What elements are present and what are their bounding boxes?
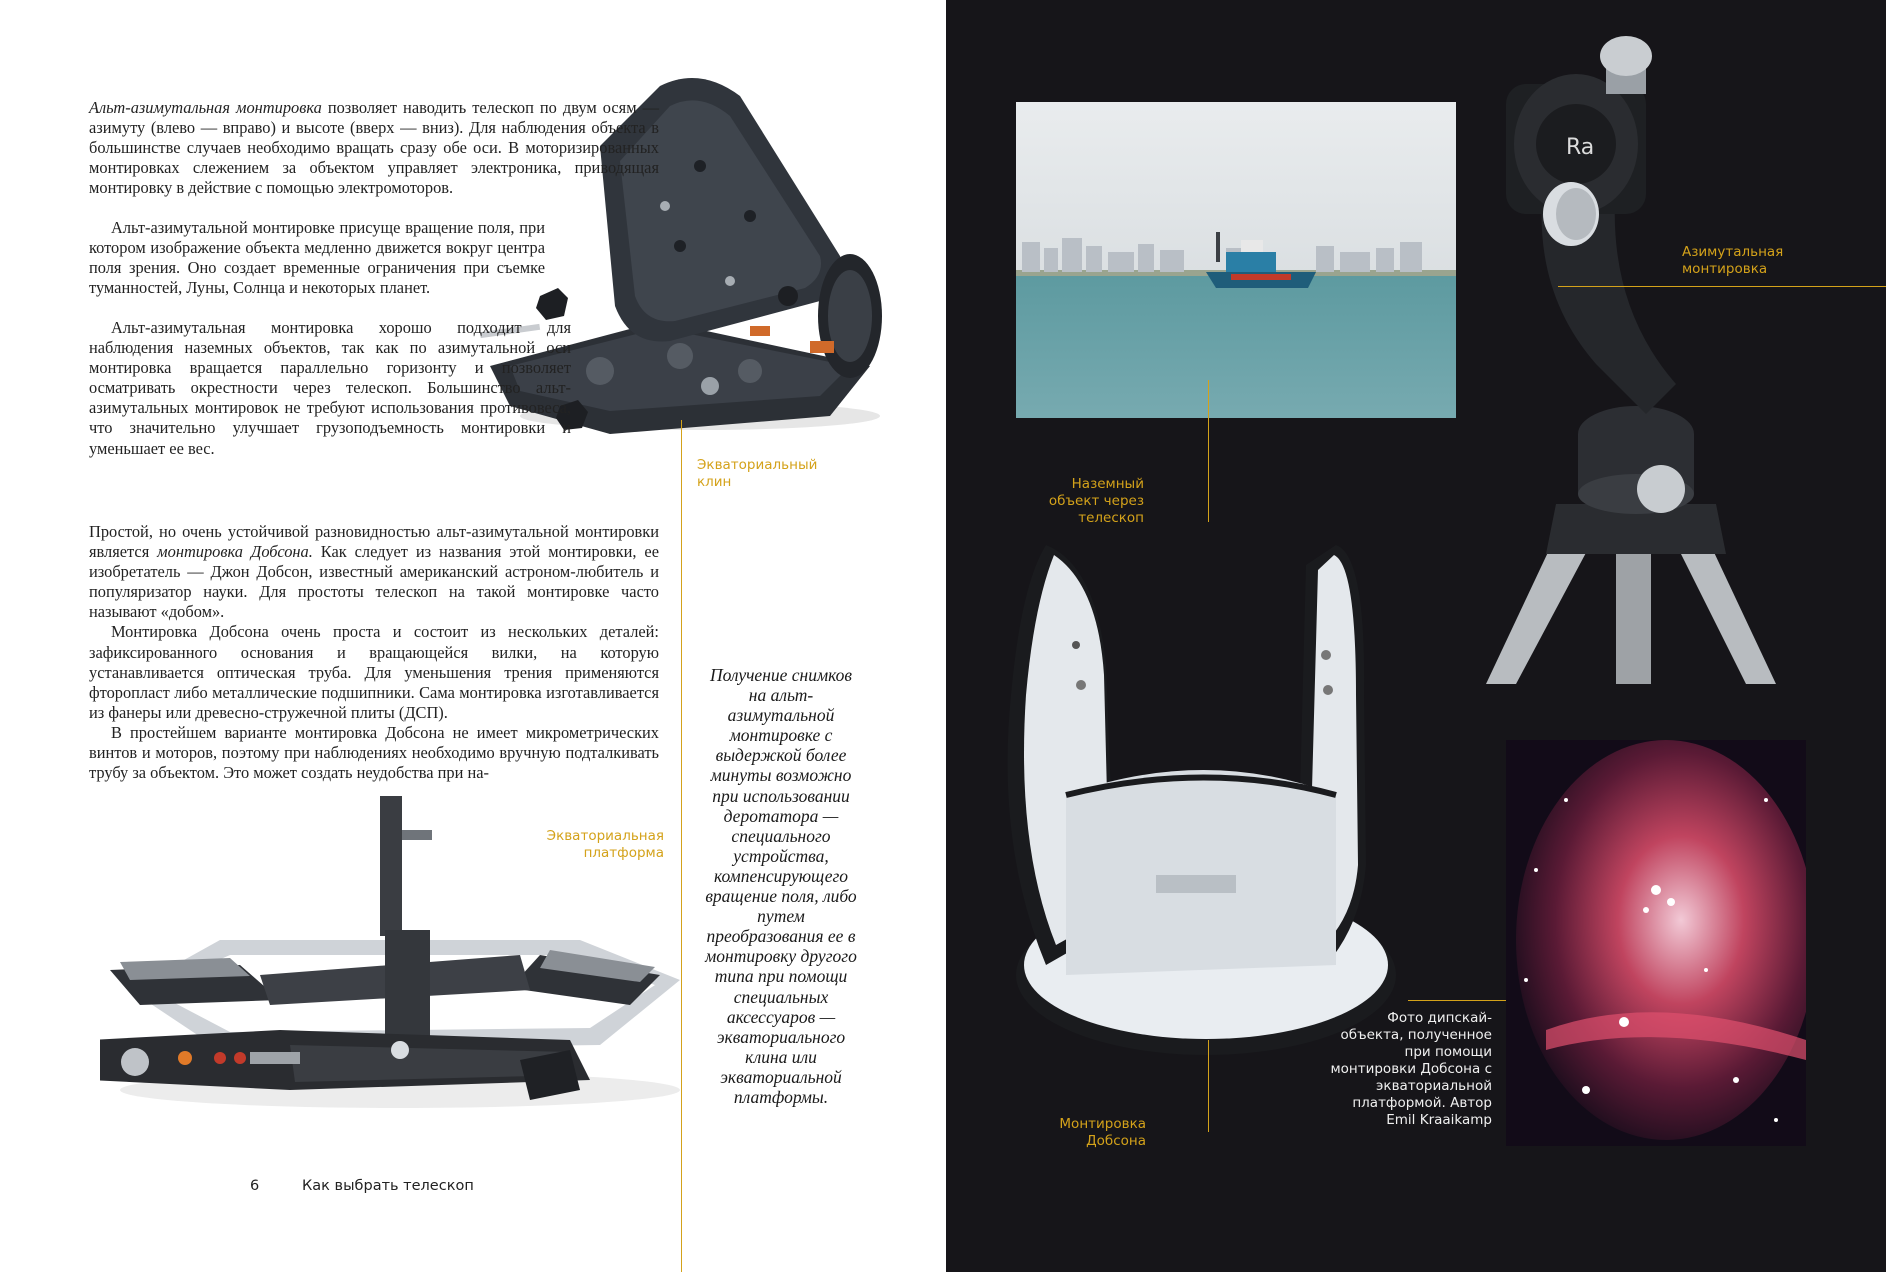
running-title: Как выбрать телескоп <box>302 1178 474 1194</box>
right-page <box>946 0 1886 1272</box>
equatorial-wedge-caption: Экваториальный клин <box>697 457 818 490</box>
deepsky-photo-caption: Фото дипскай-объекта, полученное при помощи монтировки Добсона с экваториальной платформой. Автор Emil Kraaikamp <box>1330 1010 1492 1128</box>
equatorial-platform-photo <box>100 790 700 1120</box>
dobson-mount-photo <box>1006 545 1406 1055</box>
dobson-paragraph-1-start: Простой, но очень устойчивой разновидностью альт-азимутальной монтировки является <box>89 522 659 562</box>
alt-az-text-block <box>89 98 659 198</box>
dobson-mount-caption: Монтировка Добсона <box>1059 1116 1146 1149</box>
azimuthal-mount-caption: Азимутальная монтировка <box>1682 244 1784 277</box>
alt-az-paragraph-3: Альт-азимутальная монтировка хорошо подходит для наблюдения наземных объектов, так как по азимутальной оси монтировка вращается параллельно горизонту и позволяет осматривать окрестности через телескоп. Большинство альт-азимутальных монтировок не требуют использования противовеса, что значительно улучшает грузоподъемность монтировки и уменьшает ее вес. <box>89 318 571 458</box>
dobson-text-block <box>89 522 659 783</box>
ground-object-leader-line <box>1208 380 1209 522</box>
dobson-leader-line <box>1208 1040 1209 1132</box>
svg-text:Ra: Ra <box>1566 135 1595 160</box>
term-dobson-mount: монтировка Добсона. <box>157 542 313 562</box>
dobson-paragraph-2: Монтировка Добсона очень проста и состоит из нескольких деталей: зафиксированного основания и вращающейся вилки, на которую устанавливается оптическая труба. Для уменьшения трения применяются фторопласт либо металлические подшипники. Сама монтировка изготавливается из фанеры или древесно-стружечной плиты (ДСП). <box>89 622 659 722</box>
alt-az-paragraph-2: Альт-азимутальной монтировке присуще вращение поля, при котором изображение объекта медленно движется вокруг центра поля зрения. Оно создает временные ограничения при съемке туманностей, Луны, Солнца и некоторых планет. <box>89 218 545 298</box>
dobson-paragraph-1-end: Как следует из названия этой монтировки, ее изобретатель — Джон Добсон, известный американский астроном-любитель и популяризатор науки. Для простоты телескоп на такой монтировке часто называют «добом». <box>89 542 659 622</box>
term-alt-az-mount: Альт-азимутальная монтировка <box>89 98 322 117</box>
alt-az-text-block-3 <box>89 318 571 459</box>
dobson-paragraph-3: В простейшем варианте монтировка Добсона не имеет микрометрических винтов и моторов, поэтому при наблюдениях необходимо вручную подталкивать трубу за объектом. Это может создать неудобства при на- <box>89 722 659 783</box>
azimuth-leader-line <box>1558 286 1886 287</box>
page-number: 6 <box>250 1178 260 1194</box>
deepsky-leader-line <box>1408 1000 1506 1001</box>
azimuthal-mount-photo <box>1446 34 1846 684</box>
ground-object-photo <box>1016 102 1456 418</box>
sidebar-quote: Получение снимков на альт-азимутальной монтировке с выдержкой более минуты возможно при использовании деротатора — специального устройства, компенсирующего вращение поля, либо путем преобразования ее в монтировку другого типа при помощи специальных аксессуаров — экваториального клина или экваториальной платформы. <box>705 665 857 1107</box>
equatorial-platform-caption: Экваториальная платформа <box>546 828 664 861</box>
ground-object-caption: Наземный объект через телескоп <box>1048 476 1144 526</box>
alt-az-text-block-2 <box>89 218 545 298</box>
alt-az-paragraph-1: позволяет наводить телескоп по двум осям — азимуту (влево — вправо) и высоте (вверх — вниз). Для наблюдения объекта в большинстве случаев необходимо вращать сразу обе оси. В моторизированных монтировках слежением за объектом управляет электроника, приводящая монтировку в действие с помощью электромоторов. <box>89 98 659 198</box>
deepsky-nebula-photo <box>1506 740 1806 1146</box>
